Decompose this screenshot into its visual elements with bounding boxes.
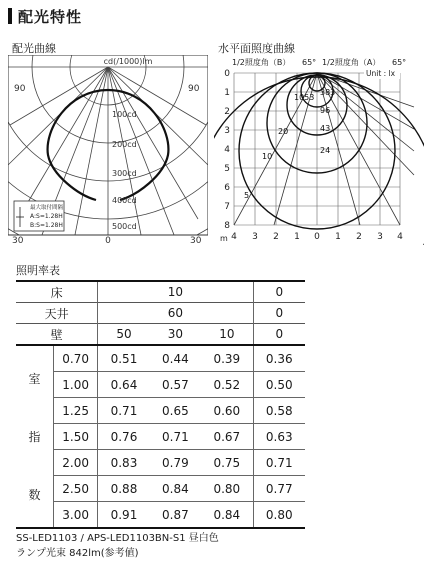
room-index-value: 0.70: [54, 345, 98, 372]
lux-value: 96: [320, 106, 331, 115]
table-row: [16, 424, 305, 450]
illuminance-diagram: [214, 55, 424, 245]
polar-diagram: [8, 55, 208, 245]
legend-b: B:S=1.28H: [30, 222, 63, 229]
y-label: 3: [224, 126, 230, 136]
x-label: 1: [335, 232, 341, 242]
room-index-char: 室: [28, 371, 41, 386]
table-row: [16, 372, 305, 398]
utilization-table: [16, 280, 305, 529]
ring-label: 100cd: [112, 110, 137, 119]
table-cell: 0.36: [253, 345, 305, 372]
x-label: 4: [231, 232, 237, 242]
lux-value: 43: [320, 124, 331, 133]
y-label: 7: [224, 202, 230, 212]
section-title: 配光特性: [18, 7, 83, 26]
table-cell: 0.67: [201, 424, 253, 450]
lux-value: 5: [244, 191, 250, 200]
wall-value: 50: [98, 324, 150, 346]
wall-value: 10: [201, 324, 253, 346]
unit-label: Unit : lx: [366, 69, 396, 78]
angle-90-right: 90: [188, 84, 200, 94]
table-cell: 0.57: [150, 372, 201, 398]
x-label: 2: [356, 232, 362, 242]
table-cell: 0.84: [201, 502, 253, 529]
table-title: 照明率表: [16, 264, 60, 277]
lux-value: 10: [262, 152, 273, 161]
y-label: 8: [224, 221, 230, 231]
table-cell: 0.76: [98, 424, 150, 450]
polar-unit: cd(/1000)lm: [103, 57, 153, 66]
lux-value: 1053: [294, 93, 315, 102]
ring-label: 300cd: [112, 169, 137, 178]
room-index-value: 2.50: [54, 476, 98, 502]
lux-value: 20: [278, 127, 289, 136]
floor-value: 0: [253, 281, 305, 303]
room-index-char: 数: [28, 488, 41, 503]
y-label: 2: [224, 107, 230, 117]
y-label: 6: [224, 183, 230, 193]
table-cell: 0.87: [150, 502, 201, 529]
table-cell: 0.88: [98, 476, 150, 502]
model-note: SS-LED1103 / APS-LED1103BN-S1 昼白色: [16, 533, 219, 544]
ring-label: 400cd: [112, 196, 137, 205]
x-label: 3: [377, 232, 383, 242]
table-cell: 0.80: [201, 476, 253, 502]
room-index-char: 指: [28, 429, 41, 444]
table-cell: 0.91: [98, 502, 150, 529]
y-label: 4: [224, 145, 230, 155]
illum-title: 水平面照度曲線: [218, 42, 295, 55]
table-cell: 0.83: [98, 450, 150, 476]
x-label: 3: [252, 232, 258, 242]
table-cell: 0.65: [150, 398, 201, 424]
table-row: [16, 345, 305, 372]
room-index-value: 3.00: [54, 502, 98, 529]
table-cell: 0.79: [150, 450, 201, 476]
room-index-value: 1.25: [54, 398, 98, 424]
ceiling-row: [16, 303, 305, 324]
floor-value: 10: [98, 281, 253, 303]
table-cell: 0.50: [253, 372, 305, 398]
ceiling-value: 60: [98, 303, 253, 324]
table-row: [16, 476, 305, 502]
ceiling-label: 天井: [16, 303, 98, 324]
angle-b-value: 65°: [302, 58, 317, 67]
legend-title: 最大取付間隔: [30, 205, 64, 211]
room-index-value: 1.00: [54, 372, 98, 398]
floor-row: [16, 281, 305, 303]
y-label: 5: [224, 164, 230, 174]
ceiling-value: 0: [253, 303, 305, 324]
table-cell: 0.51: [98, 345, 150, 372]
angle-a-label: 1/2照度角（A）: [322, 58, 381, 67]
angle-b-label: 1/2照度角（B）: [232, 58, 291, 67]
flux-note: ランプ光束 842lm(参考値): [16, 548, 139, 559]
table-cell: 0.71: [253, 450, 305, 476]
y-label: 1: [224, 88, 230, 98]
table-row: [16, 398, 305, 424]
wall-value: 30: [150, 324, 201, 346]
table-cell: 0.71: [98, 398, 150, 424]
lux-value: 383: [320, 88, 336, 97]
x-label: 1: [294, 232, 300, 242]
table-cell: 0.84: [150, 476, 201, 502]
legend-a: A:S=1.28H: [30, 213, 63, 220]
header-bar: [8, 8, 12, 24]
table-cell: 0.60: [201, 398, 253, 424]
angle-a-value: 65°: [392, 58, 407, 67]
floor-label: 床: [16, 281, 98, 303]
y-label: 0: [224, 69, 230, 79]
angle-30-left: 30: [12, 236, 24, 245]
table-cell: 0.64: [98, 372, 150, 398]
table-cell: 0.71: [150, 424, 201, 450]
table-cell: 0.75: [201, 450, 253, 476]
wall-row: [16, 324, 305, 346]
table-row: [16, 450, 305, 476]
isolux-contours: [214, 73, 424, 245]
wall-value: 0: [253, 324, 305, 346]
ring-label: 200cd: [112, 140, 137, 149]
room-index-value: 2.00: [54, 450, 98, 476]
room-index-value: 1.50: [54, 424, 98, 450]
x-label: 2: [273, 232, 279, 242]
lux-value: 24: [320, 146, 331, 155]
table-cell: 0.77: [253, 476, 305, 502]
angle-90-left: 90: [14, 84, 26, 94]
room-index-label: [16, 345, 54, 528]
table-cell: 0.52: [201, 372, 253, 398]
table-row: [16, 502, 305, 529]
section-header: [8, 6, 82, 26]
x-label: 4: [397, 232, 403, 242]
angle-30-right: 30: [190, 236, 202, 245]
table-cell: 0.58: [253, 398, 305, 424]
wall-label: 壁: [16, 324, 98, 346]
table-cell: 0.63: [253, 424, 305, 450]
table-cell: 0.44: [150, 345, 201, 372]
angle-0: 0: [105, 236, 111, 245]
table-cell: 0.80: [253, 502, 305, 529]
polar-title: 配光曲線: [12, 42, 56, 55]
m-label: m: [220, 234, 228, 243]
x-label: 0: [314, 232, 320, 242]
ring-label: 500cd: [112, 222, 137, 231]
table-cell: 0.39: [201, 345, 253, 372]
